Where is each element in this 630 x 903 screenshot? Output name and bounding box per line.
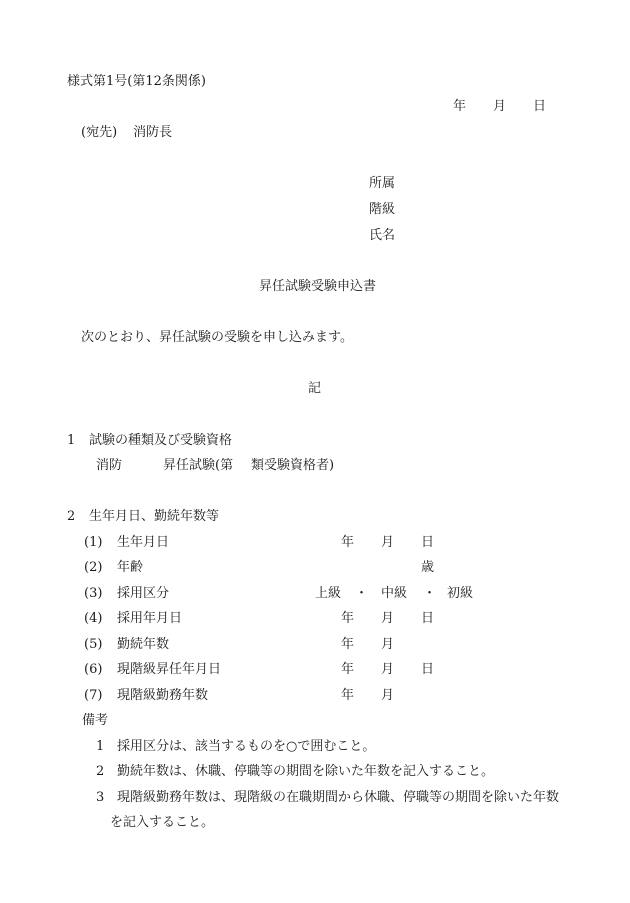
unit-month: 月 <box>381 611 395 626</box>
unit-year: 年 <box>341 637 355 652</box>
remarks-heading: 備考 <box>82 713 109 728</box>
unit-year: 年 <box>341 688 355 703</box>
unit-month: 月 <box>381 637 395 652</box>
option-separator: ・ <box>355 586 369 601</box>
item-number: (5) <box>84 637 103 652</box>
item-number: (3) <box>84 586 103 601</box>
body-text: 次のとおり、昇任試験の受験を申し込みます。 <box>81 330 353 345</box>
affiliation-label: 所属 <box>369 176 396 191</box>
option-separator: ・ <box>423 586 437 601</box>
document-title: 昇任試験受験申込書 <box>259 279 377 294</box>
unit-year: 年 <box>341 662 355 677</box>
section1-heading: 試験の種類及び受験資格 <box>89 433 233 448</box>
item-number: (2) <box>84 560 103 575</box>
remark-text: 現階級勤務年数は、現階級の在職期間から休職、停職等の期間を除いた年数 <box>117 790 560 805</box>
section1-number: 1 <box>67 433 76 448</box>
item-number: (1) <box>84 535 103 550</box>
unit-month: 月 <box>381 688 395 703</box>
item-number: (7) <box>84 688 103 703</box>
remark-number: 1 <box>96 739 105 754</box>
item-label: 現階級昇任年月日 <box>117 662 222 677</box>
addressee-prefix: (宛先) <box>81 125 118 140</box>
rank-label: 階級 <box>369 202 396 217</box>
unit-day: 日 <box>421 535 435 550</box>
item-label: 現階級勤務年数 <box>117 688 209 703</box>
name-label: 氏名 <box>369 228 396 243</box>
date-year-label: 年 <box>453 99 467 114</box>
item-label: 採用年月日 <box>117 611 183 626</box>
item-number: (6) <box>84 662 103 677</box>
addressee <box>81 126 172 139</box>
ki-label: 記 <box>308 381 322 396</box>
unit-age: 歳 <box>421 560 435 575</box>
date-day-label: 日 <box>533 99 547 114</box>
remark-text: 勤続年数は、休職、停職等の期間を除いた年数を記入すること。 <box>117 764 495 779</box>
section2-number: 2 <box>67 509 76 524</box>
section1-dept: 消防 <box>96 458 123 473</box>
item-label: 年齢 <box>117 560 144 575</box>
item-label: 勤続年数 <box>117 637 170 652</box>
option-senior: 上級 <box>315 586 342 601</box>
option-junior: 初級 <box>447 586 474 601</box>
item-number: (4) <box>84 611 103 626</box>
remark-number: 3 <box>96 790 105 805</box>
remark-continuation: を記入すること。 <box>110 815 215 830</box>
unit-year: 年 <box>341 611 355 626</box>
section2-heading: 生年月日、勤続年数等 <box>89 509 220 524</box>
option-intermediate: 中級 <box>381 586 408 601</box>
unit-day: 日 <box>421 662 435 677</box>
unit-day: 日 <box>421 611 435 626</box>
date-month-label: 月 <box>493 99 507 114</box>
section1-qualification: 類受験資格者) <box>251 458 335 473</box>
addressee-name: 消防長 <box>133 125 173 140</box>
remark-text: 採用区分は、該当するものを○で囲むこと。 <box>117 739 376 754</box>
unit-month: 月 <box>381 662 395 677</box>
item-label: 生年月日 <box>117 535 170 550</box>
unit-year: 年 <box>341 535 355 550</box>
section1-exam: 昇任試験(第 <box>163 458 234 473</box>
unit-month: 月 <box>381 535 395 550</box>
item-label: 採用区分 <box>117 586 170 601</box>
form-number: 様式第1号(第12条関係) <box>67 74 206 89</box>
remark-number: 2 <box>96 764 105 779</box>
